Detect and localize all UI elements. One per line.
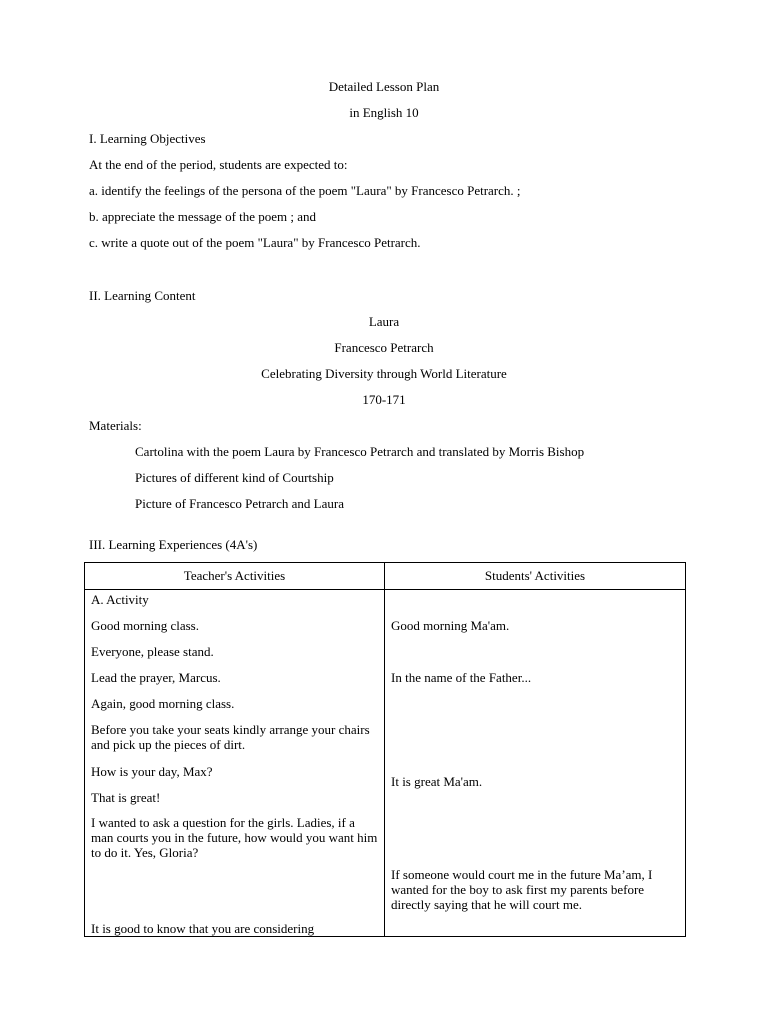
- objectives-heading: I. Learning Objectives: [89, 131, 206, 146]
- teacher-line: How is your day, Max?: [91, 764, 213, 779]
- teacher-line: A. Activity: [91, 592, 149, 607]
- column-header-teacher: Teacher's Activities: [85, 563, 385, 590]
- experiences-heading: III. Learning Experiences (4A's): [89, 537, 258, 552]
- student-line: If someone would court me in the future Ma’am, I wanted for the boy to ask first my parents before directly saying that he will court me.: [391, 867, 653, 912]
- poem-title: Laura: [368, 314, 400, 329]
- content-heading: II. Learning Content: [89, 288, 196, 303]
- objective-item: a. identify the feelings of the persona of the poem "Laura" by Francesco Petrarch. ;: [89, 183, 521, 198]
- teacher-line: That is great!: [91, 790, 161, 805]
- objectives-intro: At the end of the period, students are expected to:: [89, 157, 348, 172]
- objective-item: c. write a quote out of the poem "Laura" by Francesco Petrarch.: [89, 235, 421, 250]
- student-activities-cell: [385, 590, 686, 937]
- teacher-activities-cell: [85, 590, 385, 937]
- material-item: Picture of Francesco Petrarch and Laura: [135, 496, 344, 511]
- student-line: It is great Ma'am.: [391, 774, 483, 789]
- teacher-line: Before you take your seats kindly arrange your chairs and pick up the pieces of dirt.: [91, 722, 370, 752]
- column-header-students: Students' Activities: [385, 563, 686, 590]
- table-row: [85, 590, 686, 937]
- objective-item: b. appreciate the message of the poem ; and: [89, 209, 317, 224]
- material-item: Cartolina with the poem Laura by Francesco Petrarch and translated by Morris Bishop: [135, 444, 585, 459]
- student-line: Good morning Ma'am.: [391, 618, 510, 633]
- teacher-line: It is good to know that you are considering: [91, 921, 315, 936]
- teacher-line: Again, good morning class.: [91, 696, 235, 711]
- table-header-row: [85, 563, 686, 590]
- material-item: Pictures of different kind of Courtship: [135, 470, 334, 485]
- teacher-line: Lead the prayer, Marcus.: [91, 670, 221, 685]
- book-pages: 170-171: [362, 392, 406, 407]
- teacher-line: Good morning class.: [91, 618, 199, 633]
- teacher-line: Everyone, please stand.: [91, 644, 214, 659]
- document-subtitle: in English 10: [349, 105, 419, 120]
- book-title: Celebrating Diversity through World Literature: [261, 366, 507, 381]
- teacher-line: I wanted to ask a question for the girls. Ladies, if a man courts you in the future, how would you want him to do it. Yes, Gloria?: [91, 815, 378, 860]
- document-title: Detailed Lesson Plan: [328, 79, 440, 94]
- student-line: In the name of the Father...: [391, 670, 532, 685]
- poem-author: Francesco Petrarch: [334, 340, 434, 355]
- activities-table: [84, 562, 686, 937]
- materials-heading: Materials:: [89, 418, 142, 433]
